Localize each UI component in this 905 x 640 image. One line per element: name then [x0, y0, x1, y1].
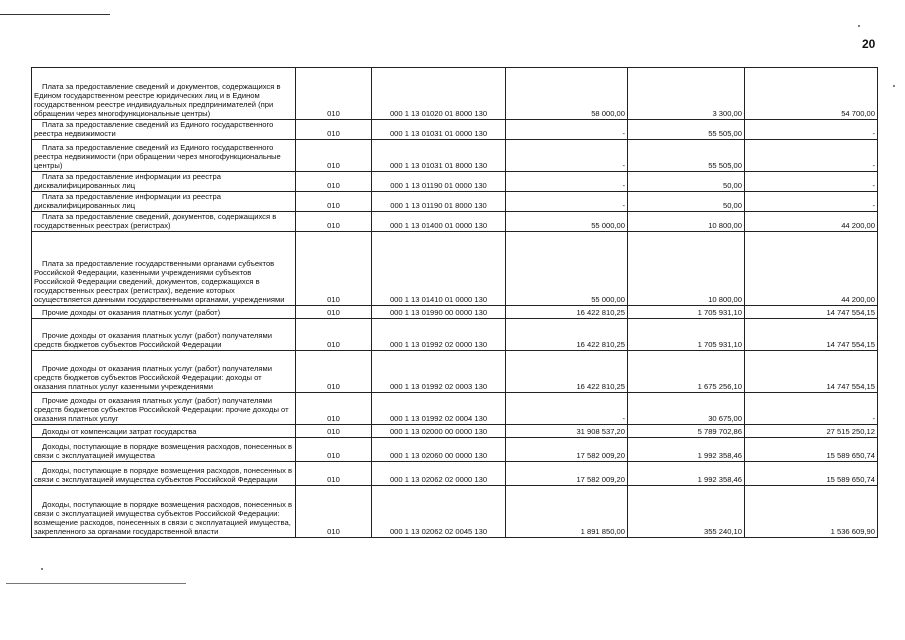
row-executed-amount: 1 705 931,10	[628, 306, 745, 319]
row-code: 010	[296, 212, 372, 232]
row-name: Прочие доходы от оказания платных услуг (работ) получателями средств бюджетов субъектов Российской Федерации: прочие доходы от оказания платных услуг	[32, 393, 296, 425]
row-code: 010	[296, 425, 372, 438]
row-kbk-code: 000 1 13 01031 01 0000 130	[372, 120, 506, 140]
footer-rule	[6, 583, 186, 584]
row-code: 010	[296, 319, 372, 351]
row-kbk-code: 000 1 13 01410 01 0000 130	[372, 232, 506, 306]
row-name: Доходы, поступающие в порядке возмещения расходов, понесенных в связи с эксплуатацией имущества субъектов Российской Федерации: возмещение расходов, понесенных в связи с эксплуатацией имущества, закрепленного за органами государственной власти	[32, 486, 296, 538]
row-unexecuted-amount: -	[745, 120, 878, 140]
row-executed-amount: 55 505,00	[628, 140, 745, 172]
row-approved-amount: 17 582 009,20	[506, 462, 628, 486]
row-unexecuted-amount: 15 589 650,74	[745, 462, 878, 486]
row-approved-amount: 1 891 850,00	[506, 486, 628, 538]
row-executed-amount: 10 800,00	[628, 212, 745, 232]
row-executed-amount: 1 675 256,10	[628, 351, 745, 393]
row-unexecuted-amount: 14 747 554,15	[745, 319, 878, 351]
header-rule	[0, 14, 110, 15]
table-row	[32, 486, 878, 538]
row-kbk-code: 000 1 13 02000 00 0000 130	[372, 425, 506, 438]
row-executed-amount: 50,00	[628, 192, 745, 212]
row-approved-amount: -	[506, 140, 628, 172]
table-row	[32, 140, 878, 172]
table-row	[32, 306, 878, 319]
row-code: 010	[296, 462, 372, 486]
row-unexecuted-amount: 14 747 554,15	[745, 306, 878, 319]
row-kbk-code: 000 1 13 01020 01 8000 130	[372, 68, 506, 120]
row-code: 010	[296, 438, 372, 462]
row-name: Прочие доходы от оказания платных услуг (работ) получателями средств бюджетов субъектов Российской Федерации: доходы от оказания платных услуг казенными учреждениями	[32, 351, 296, 393]
row-code: 010	[296, 120, 372, 140]
page-number: 20	[862, 37, 876, 51]
row-kbk-code: 000 1 13 02062 02 0045 130	[372, 486, 506, 538]
row-name: Плата за предоставление информации из реестра дисквалифицированных лиц	[32, 192, 296, 212]
row-executed-amount: 1 992 358,46	[628, 462, 745, 486]
row-approved-amount: -	[506, 393, 628, 425]
row-unexecuted-amount: -	[745, 192, 878, 212]
row-code: 010	[296, 172, 372, 192]
row-code: 010	[296, 68, 372, 120]
row-kbk-code: 000 1 13 01992 02 0000 130	[372, 319, 506, 351]
revenue-report-table	[31, 67, 878, 538]
row-unexecuted-amount: 44 200,00	[745, 212, 878, 232]
row-executed-amount: 30 675,00	[628, 393, 745, 425]
row-name: Плата за предоставление сведений и документов, содержащихся в Едином государственном реестре юридических лиц и в Едином государственном реестре индивидуальных предпринимателей (при обращении через многофункциональные центры)	[32, 68, 296, 120]
row-code: 010	[296, 232, 372, 306]
row-unexecuted-amount: 54 700,00	[745, 68, 878, 120]
table-row	[32, 212, 878, 232]
row-executed-amount: 5 789 702,86	[628, 425, 745, 438]
scan-speck	[858, 25, 860, 27]
row-code: 010	[296, 351, 372, 393]
row-name: Плата за предоставление информации из реестра дисквалифицированных лиц	[32, 172, 296, 192]
row-executed-amount: 50,00	[628, 172, 745, 192]
row-executed-amount: 3 300,00	[628, 68, 745, 120]
row-executed-amount: 1 705 931,10	[628, 319, 745, 351]
row-unexecuted-amount: -	[745, 393, 878, 425]
row-executed-amount: 1 992 358,46	[628, 438, 745, 462]
row-name: Прочие доходы от оказания платных услуг (работ)	[32, 306, 296, 319]
row-kbk-code: 000 1 13 01992 02 0003 130	[372, 351, 506, 393]
table-row	[32, 393, 878, 425]
table-row	[32, 232, 878, 306]
row-approved-amount: -	[506, 120, 628, 140]
row-unexecuted-amount: 14 747 554,15	[745, 351, 878, 393]
row-code: 010	[296, 140, 372, 172]
row-unexecuted-amount: -	[745, 172, 878, 192]
table-row	[32, 351, 878, 393]
row-kbk-code: 000 1 13 01190 01 8000 130	[372, 192, 506, 212]
row-kbk-code: 000 1 13 01990 00 0000 130	[372, 306, 506, 319]
row-name: Прочие доходы от оказания платных услуг (работ) получателями средств бюджетов субъектов Российской Федерации	[32, 319, 296, 351]
row-approved-amount: 17 582 009,20	[506, 438, 628, 462]
row-approved-amount: -	[506, 172, 628, 192]
row-name: Плата за предоставление сведений из Единого государственного реестра недвижимости	[32, 120, 296, 140]
row-approved-amount: 55 000,00	[506, 232, 628, 306]
row-kbk-code: 000 1 13 02060 00 0000 130	[372, 438, 506, 462]
table-row	[32, 172, 878, 192]
scan-speck	[41, 568, 43, 570]
row-name: Плата за предоставление государственными органами субъектов Российской Федерации, казенными учреждениями субъектов Российской Федерации сведений, документов, содержащихся в государственных реестрах (регистрах), ведение которых осуществляется данными государственными органами, учреждениями	[32, 232, 296, 306]
table-row	[32, 120, 878, 140]
row-approved-amount: 55 000,00	[506, 212, 628, 232]
row-name: Доходы, поступающие в порядке возмещения расходов, понесенных в связи с эксплуатацией имущества субъектов Российской Федерации	[32, 462, 296, 486]
table-row	[32, 462, 878, 486]
row-approved-amount: 16 422 810,25	[506, 351, 628, 393]
row-code: 010	[296, 393, 372, 425]
row-code: 010	[296, 306, 372, 319]
row-name: Плата за предоставление сведений из Единого государственного реестра недвижимости (при обращении через многофункциональные центры)	[32, 140, 296, 172]
row-executed-amount: 55 505,00	[628, 120, 745, 140]
row-name: Плата за предоставление сведений, документов, содержащихся в государственных реестрах (регистрах)	[32, 212, 296, 232]
row-name: Доходы от компенсации затрат государства	[32, 425, 296, 438]
row-kbk-code: 000 1 13 02062 02 0000 130	[372, 462, 506, 486]
row-kbk-code: 000 1 13 01190 01 0000 130	[372, 172, 506, 192]
table-row	[32, 192, 878, 212]
row-executed-amount: 10 800,00	[628, 232, 745, 306]
row-code: 010	[296, 486, 372, 538]
scan-speck	[893, 85, 895, 87]
table-row	[32, 319, 878, 351]
row-approved-amount: 31 908 537,20	[506, 425, 628, 438]
row-unexecuted-amount: 15 589 650,74	[745, 438, 878, 462]
row-executed-amount: 355 240,10	[628, 486, 745, 538]
row-name: Доходы, поступающие в порядке возмещения расходов, понесенных в связи с эксплуатацией имущества	[32, 438, 296, 462]
table-row	[32, 438, 878, 462]
row-unexecuted-amount: 44 200,00	[745, 232, 878, 306]
row-unexecuted-amount: 27 515 250,12	[745, 425, 878, 438]
row-approved-amount: 58 000,00	[506, 68, 628, 120]
row-kbk-code: 000 1 13 01992 02 0004 130	[372, 393, 506, 425]
table-row	[32, 68, 878, 120]
row-kbk-code: 000 1 13 01031 01 8000 130	[372, 140, 506, 172]
row-approved-amount: 16 422 810,25	[506, 306, 628, 319]
row-approved-amount: -	[506, 192, 628, 212]
row-kbk-code: 000 1 13 01400 01 0000 130	[372, 212, 506, 232]
row-unexecuted-amount: 1 536 609,90	[745, 486, 878, 538]
row-code: 010	[296, 192, 372, 212]
row-unexecuted-amount: -	[745, 140, 878, 172]
row-approved-amount: 16 422 810,25	[506, 319, 628, 351]
table-row	[32, 425, 878, 438]
